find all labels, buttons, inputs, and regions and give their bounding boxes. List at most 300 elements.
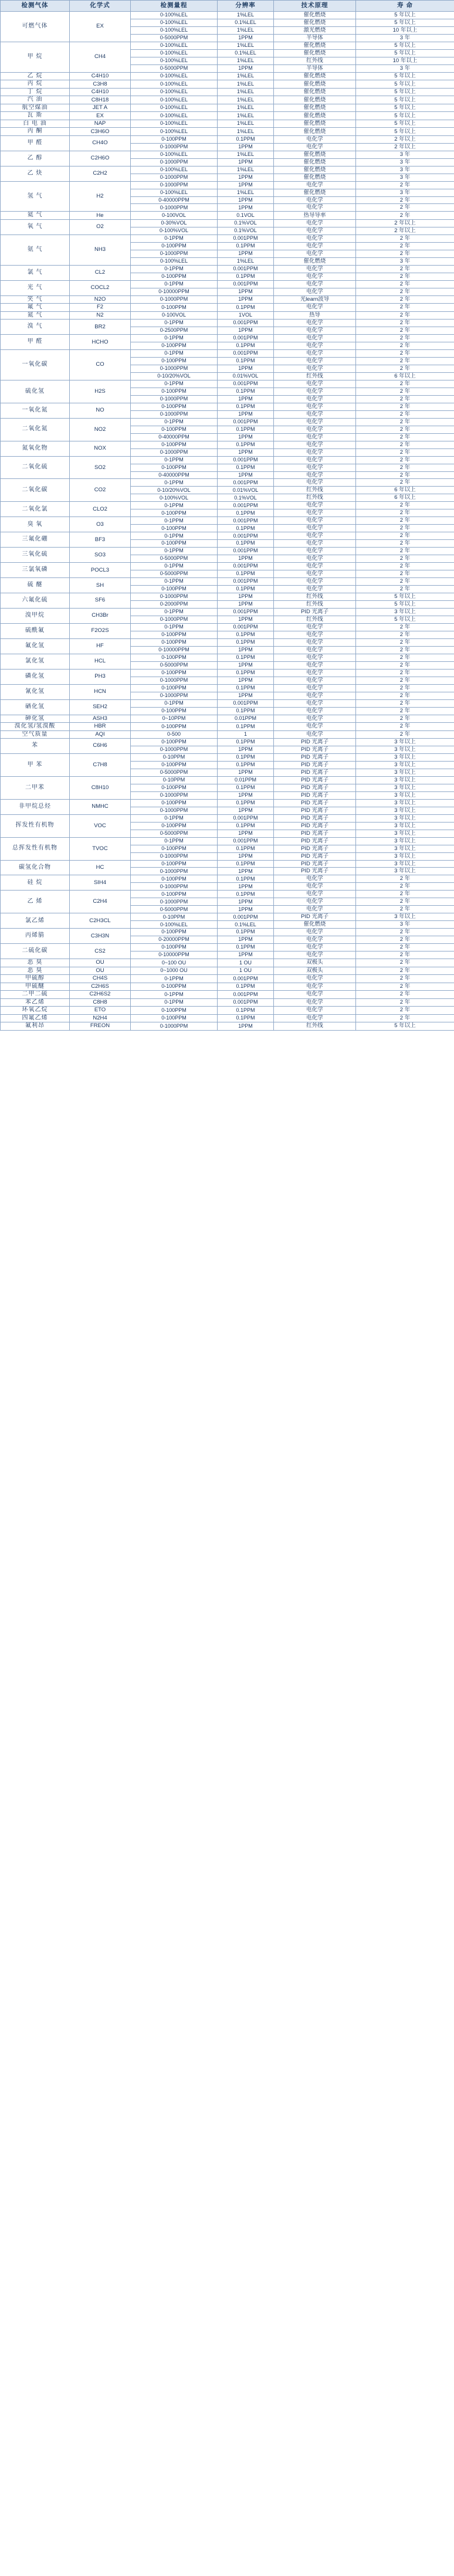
cell-technology: 催化燃烧 (274, 42, 356, 49)
cell-lifetime: 2 年 (356, 212, 454, 220)
cell-resolution: 0.001PPM (218, 975, 274, 983)
cell-gas-name: 六氟化硫 (1, 593, 70, 609)
cell-lifetime: 2 年 (356, 730, 454, 739)
col-header-resolution: 分辨率 (218, 1, 274, 12)
cell-lifetime: 2 年 (356, 242, 454, 250)
cell-lifetime: 5 年以上 (356, 1022, 454, 1031)
cell-lifetime: 2 年 (356, 983, 454, 991)
cell-technology: 红外线 (274, 1022, 356, 1031)
cell-detection-range: 0-100PPM (131, 799, 218, 807)
cell-resolution: 0.001PPM (218, 320, 274, 327)
cell-lifetime: 2 年 (356, 525, 454, 532)
cell-resolution: 1%LEL (218, 166, 274, 174)
cell-detection-range: 0-100%LEL (131, 257, 218, 265)
cell-technology: PID 光离子 (274, 814, 356, 822)
cell-chemical-formula: NOX (70, 441, 131, 456)
cell-gas-name: 三氯氧磷 (1, 563, 70, 578)
cell-technology: 电化学 (274, 426, 356, 433)
cell-chemical-formula: EX (70, 12, 131, 42)
cell-lifetime: 2 年 (356, 433, 454, 441)
cell-lifetime: 2 年 (356, 891, 454, 898)
cell-chemical-formula: C2H6S2 (70, 991, 131, 999)
cell-resolution: 0.01PPM (218, 715, 274, 723)
table-row (1, 151, 454, 158)
cell-technology: 电化学 (274, 143, 356, 151)
cell-detection-range: 0-100PPM (131, 684, 218, 692)
cell-detection-range: 0-100VOL (131, 212, 218, 220)
cell-technology: 电化学 (274, 350, 356, 358)
cell-resolution: 1PPM (218, 288, 274, 295)
cell-detection-range: 0-100PPM (131, 403, 218, 410)
cell-chemical-formula: SIH4 (70, 875, 131, 891)
cell-technology: PID 光离子 (274, 807, 356, 814)
cell-technology: 电化学 (274, 692, 356, 699)
cell-gas-name: 甲 醛 (1, 135, 70, 151)
cell-detection-range: 0-1PPM (131, 479, 218, 487)
cell-lifetime: 2 年 (356, 563, 454, 570)
cell-lifetime: 3 年以上 (356, 868, 454, 875)
cell-technology: 催化燃烧 (274, 96, 356, 104)
cell-technology: 电化学 (274, 532, 356, 540)
cell-lifetime: 2 年以上 (356, 219, 454, 227)
cell-chemical-formula: ETO (70, 1007, 131, 1015)
cell-lifetime: 6 年以上 (356, 487, 454, 494)
table-row (1, 723, 454, 731)
cell-resolution: 0.1PPM (218, 684, 274, 692)
cell-technology: 红外线 (274, 600, 356, 608)
cell-detection-range: 0-10PPM (131, 776, 218, 784)
cell-technology: 电化学 (274, 730, 356, 739)
cell-lifetime: 2 年 (356, 426, 454, 433)
cell-resolution: 0.1PPM (218, 509, 274, 517)
cell-chemical-formula: CH4 (70, 42, 131, 72)
cell-detection-range: 0-100VOL (131, 311, 218, 320)
cell-detection-range: 0-1PPM (131, 623, 218, 631)
table-row (1, 235, 454, 242)
cell-detection-range: 0-1PPM (131, 608, 218, 616)
cell-resolution: 0.001PPM (218, 837, 274, 845)
table-row (1, 669, 454, 677)
cell-technology: 电化学 (274, 677, 356, 684)
cell-lifetime: 10 年以上 (356, 57, 454, 64)
cell-gas-name: 一氧化氮 (1, 403, 70, 418)
cell-detection-range: 0-1PPM (131, 814, 218, 822)
cell-lifetime: 3 年 (356, 189, 454, 196)
cell-resolution: 0.001PPM (218, 350, 274, 358)
cell-resolution: 0.001PPM (218, 814, 274, 822)
cell-resolution: 0.001PPM (218, 479, 274, 487)
cell-detection-range: 0-100%LEL (131, 19, 218, 26)
cell-resolution: 0.1PPM (218, 761, 274, 769)
cell-resolution: 0.1PPM (218, 784, 274, 791)
cell-detection-range: 0-1000PPM (131, 746, 218, 753)
cell-technology: 催化燃烧 (274, 166, 356, 174)
cell-chemical-formula: CO2 (70, 479, 131, 502)
cell-resolution: 1PPM (218, 769, 274, 776)
cell-resolution: 0.1PPM (218, 753, 274, 761)
cell-chemical-formula: C7H8 (70, 753, 131, 776)
cell-detection-range: 0-1PPM (131, 578, 218, 586)
cell-lifetime: 2 年 (356, 342, 454, 350)
cell-detection-range: 0-10/20%VOL (131, 372, 218, 380)
cell-resolution: 1PPM (218, 365, 274, 372)
table-row (1, 776, 454, 784)
cell-lifetime: 3 年以上 (356, 753, 454, 761)
cell-technology: 电化学 (274, 509, 356, 517)
cell-resolution: 0.1PPM (218, 891, 274, 898)
cell-chemical-formula: C2H4 (70, 891, 131, 913)
cell-lifetime: 2 年 (356, 464, 454, 471)
table-row (1, 280, 454, 288)
cell-technology: 电化学 (274, 654, 356, 661)
cell-detection-range: 0-100%LEL (131, 96, 218, 104)
cell-gas-name: 氨 气 (1, 235, 70, 265)
cell-technology: 电化学 (274, 669, 356, 677)
cell-gas-name: 乙 烯 (1, 891, 70, 913)
cell-detection-range: 0-1PPM (131, 456, 218, 464)
cell-gas-name: 氟利昂 (1, 1022, 70, 1031)
table-row (1, 502, 454, 509)
cell-gas-name: 硫酰氟 (1, 623, 70, 638)
cell-resolution: 0.001PPM (218, 456, 274, 464)
cell-gas-name: 苯乙烯 (1, 998, 70, 1007)
cell-technology: PID 光离子 (274, 776, 356, 784)
cell-lifetime: 2 年 (356, 181, 454, 189)
cell-resolution: 0.1PPM (218, 570, 274, 578)
table-row (1, 983, 454, 991)
cell-detection-range: 0-1000PPM (131, 1022, 218, 1031)
cell-detection-range: 0-1000PPM (131, 868, 218, 875)
cell-resolution: 1PPM (218, 807, 274, 814)
cell-lifetime: 3 年以上 (356, 837, 454, 845)
cell-technology: PID 光离子 (274, 791, 356, 799)
cell-lifetime: 3 年 (356, 34, 454, 42)
cell-chemical-formula: C3H8 (70, 80, 131, 89)
cell-technology: 催化燃烧 (274, 12, 356, 19)
cell-technology: PID 光离子 (274, 830, 356, 837)
table-row (1, 799, 454, 807)
cell-gas-name: 丙 烷 (1, 80, 70, 89)
cell-lifetime: 2 年 (356, 204, 454, 212)
cell-detection-range: 0-1000PPM (131, 143, 218, 151)
cell-gas-name: 乙 醇 (1, 151, 70, 166)
cell-lifetime: 2 年 (356, 951, 454, 959)
cell-lifetime: 2 年 (356, 388, 454, 395)
cell-detection-range: 0-100%VOL (131, 227, 218, 235)
cell-resolution: 1PPM (218, 395, 274, 403)
cell-resolution: 1PPM (218, 852, 274, 860)
cell-lifetime: 5 年以上 (356, 49, 454, 57)
cell-technology: 热导导率 (274, 212, 356, 220)
cell-technology: 催化燃烧 (274, 128, 356, 136)
table-row (1, 350, 454, 358)
cell-resolution: 0.1%LEL (218, 19, 274, 26)
cell-lifetime: 2 年 (356, 273, 454, 280)
cell-gas-name: 磷化氢 (1, 669, 70, 684)
cell-lifetime: 2 年 (356, 540, 454, 548)
cell-lifetime: 2 年 (356, 929, 454, 936)
cell-lifetime: 2 年 (356, 357, 454, 365)
cell-lifetime: 3 年 (356, 174, 454, 181)
cell-technology: 电化学 (274, 280, 356, 288)
cell-chemical-formula: N2H4 (70, 1014, 131, 1022)
cell-gas-name: 二甲苯 (1, 776, 70, 799)
cell-gas-name: 硫 醚 (1, 578, 70, 593)
cell-lifetime: 5 年以上 (356, 616, 454, 623)
cell-resolution: 0.1%VOL (218, 227, 274, 235)
cell-resolution: 0.1PPM (218, 357, 274, 365)
cell-detection-range: 0-100PPM (131, 944, 218, 951)
cell-chemical-formula: NO (70, 403, 131, 418)
table-row (1, 42, 454, 49)
cell-resolution: 1PPM (218, 692, 274, 699)
cell-resolution: 1 OU (218, 967, 274, 975)
cell-resolution: 0.001PPM (218, 235, 274, 242)
cell-detection-range: 0-100PPM (131, 669, 218, 677)
cell-lifetime: 2 年 (356, 548, 454, 555)
cell-technology: PID 光离子 (274, 608, 356, 616)
table-row (1, 959, 454, 967)
cell-lifetime: 3 年以上 (356, 852, 454, 860)
cell-technology: 红外线 (274, 616, 356, 623)
cell-technology: 电化学 (274, 227, 356, 235)
cell-detection-range: 0-100PPM (131, 723, 218, 731)
cell-resolution: 1%LEL (218, 72, 274, 80)
cell-lifetime: 3 年 (356, 257, 454, 265)
cell-detection-range: 0-1PPM (131, 532, 218, 540)
cell-chemical-formula: N2O (70, 295, 131, 304)
cell-technology: 电化学 (274, 570, 356, 578)
cell-resolution: 1PPM (218, 593, 274, 601)
cell-lifetime: 3 年以上 (356, 860, 454, 868)
cell-detection-range: 0-1PPM (131, 548, 218, 555)
cell-gas-name: 二氧化氮 (1, 418, 70, 441)
cell-lifetime: 3 年以上 (356, 913, 454, 921)
cell-resolution: 0.001PPM (218, 517, 274, 525)
cell-resolution: 1PPM (218, 868, 274, 875)
cell-resolution: 1PPM (218, 616, 274, 623)
cell-detection-range: 0-100PPM (131, 761, 218, 769)
table-row (1, 418, 454, 426)
cell-lifetime: 2 年 (356, 280, 454, 288)
cell-detection-range: 0-100PPM (131, 784, 218, 791)
cell-technology: 电化学 (274, 875, 356, 883)
table-row (1, 684, 454, 692)
cell-technology: 催化燃烧 (274, 112, 356, 120)
cell-resolution: 0.1PPM (218, 638, 274, 646)
table-row (1, 135, 454, 143)
cell-resolution: 1%LEL (218, 57, 274, 64)
cell-detection-range: 0-100%LEL (131, 49, 218, 57)
cell-chemical-formula: C4H10 (70, 72, 131, 80)
cell-gas-name: 氮 气 (1, 311, 70, 320)
cell-technology: PID 光离子 (274, 784, 356, 791)
col-header-technology: 技术原理 (274, 1, 356, 12)
cell-technology: 电化学 (274, 555, 356, 563)
cell-lifetime: 3 年以上 (356, 769, 454, 776)
cell-lifetime: 3 年以上 (356, 608, 454, 616)
cell-detection-range: 0-100PPM (131, 342, 218, 350)
cell-detection-range: 0-100%LEL (131, 166, 218, 174)
cell-technology: 催化燃烧 (274, 80, 356, 89)
cell-lifetime: 5 年以上 (356, 120, 454, 128)
cell-detection-range: 0-100%LEL (131, 57, 218, 64)
cell-lifetime: 5 年以上 (356, 104, 454, 112)
cell-resolution: 0.1PPM (218, 586, 274, 593)
cell-technology: PID 光离子 (274, 739, 356, 746)
cell-technology: PID 光离子 (274, 837, 356, 845)
cell-technology: 电化学 (274, 410, 356, 418)
cell-resolution: 0.1%LEL (218, 921, 274, 929)
cell-chemical-formula: NH3 (70, 235, 131, 265)
cell-chemical-formula: C8H18 (70, 96, 131, 104)
cell-technology: 电化学 (274, 441, 356, 448)
cell-resolution: 1PPM (218, 830, 274, 837)
cell-lifetime: 2 年 (356, 471, 454, 479)
cell-chemical-formula: CL2 (70, 265, 131, 280)
cell-detection-range: 0-100PPM (131, 654, 218, 661)
cell-lifetime: 3 年 (356, 166, 454, 174)
cell-technology: 电化学 (274, 196, 356, 204)
cell-lifetime: 3 年 (356, 921, 454, 929)
cell-gas-name: 可燃气体 (1, 12, 70, 42)
cell-gas-name: 氢 气 (1, 181, 70, 212)
table-row (1, 929, 454, 936)
cell-gas-name: 航空煤油 (1, 104, 70, 112)
cell-chemical-formula: SH (70, 578, 131, 593)
cell-lifetime: 2 年 (356, 196, 454, 204)
table-row (1, 578, 454, 586)
table-row (1, 128, 454, 136)
cell-technology: 电化学 (274, 936, 356, 944)
table-row (1, 1007, 454, 1015)
cell-chemical-formula: OU (70, 959, 131, 967)
cell-lifetime: 5 年以上 (356, 42, 454, 49)
table-row (1, 441, 454, 448)
cell-technology: 电化学 (274, 380, 356, 388)
cell-lifetime: 2 年 (356, 677, 454, 684)
cell-detection-range: 0-1PPM (131, 975, 218, 983)
cell-technology: 催化燃烧 (274, 189, 356, 196)
cell-gas-name: 氦 气 (1, 212, 70, 220)
table-row (1, 875, 454, 883)
cell-resolution: 0.001PPM (218, 335, 274, 342)
cell-detection-range: 0-5000PPM (131, 64, 218, 72)
cell-detection-range: 0-100%LEL (131, 104, 218, 112)
cell-lifetime: 5 年以上 (356, 112, 454, 120)
cell-lifetime: 2 年 (356, 1007, 454, 1015)
cell-lifetime: 2 年 (356, 883, 454, 891)
cell-gas-name: 丁 烷 (1, 88, 70, 96)
cell-detection-range: 0-100%LEL (131, 151, 218, 158)
cell-technology: 电化学 (274, 479, 356, 487)
cell-resolution: 1PPM (218, 174, 274, 181)
cell-detection-range: 0-1PPM (131, 320, 218, 327)
cell-technology: PID 光离子 (274, 860, 356, 868)
cell-technology: 电化学 (274, 265, 356, 273)
cell-lifetime: 2 年 (356, 654, 454, 661)
cell-detection-range: 0~100 OU (131, 959, 218, 967)
cell-gas-name: 汽 油 (1, 96, 70, 104)
cell-gas-name: 氯化氢 (1, 654, 70, 669)
table-row (1, 320, 454, 327)
cell-lifetime: 2 年 (356, 975, 454, 983)
cell-resolution: 0.1PPM (218, 135, 274, 143)
cell-detection-range: 0-1PPM (131, 335, 218, 342)
cell-gas-name: 碳氢化合物 (1, 860, 70, 875)
cell-gas-name: 丙 酮 (1, 128, 70, 136)
cell-technology: 电化学 (274, 304, 356, 312)
table-row (1, 181, 454, 189)
col-header-gas: 检测气体 (1, 1, 70, 12)
cell-lifetime: 2 年 (356, 295, 454, 304)
cell-technology: 电化学 (274, 578, 356, 586)
cell-chemical-formula: HCL (70, 654, 131, 669)
cell-gas-name: 苯 (1, 739, 70, 754)
cell-lifetime: 2 年 (356, 395, 454, 403)
cell-lifetime: 5 年以上 (356, 12, 454, 19)
cell-technology: 红外线 (274, 487, 356, 494)
cell-lifetime: 2 年 (356, 380, 454, 388)
cell-detection-range: 0-100PPM (131, 304, 218, 312)
cell-lifetime: 2 年 (356, 699, 454, 707)
cell-technology: 电化学 (274, 991, 356, 999)
cell-lifetime: 2 年 (356, 646, 454, 654)
cell-resolution: 1PPM (218, 250, 274, 257)
cell-chemical-formula: NO2 (70, 418, 131, 441)
cell-lifetime: 3 年以上 (356, 799, 454, 807)
cell-resolution: 1%LEL (218, 104, 274, 112)
cell-lifetime: 3 年以上 (356, 784, 454, 791)
cell-technology: PID 光离子 (274, 852, 356, 860)
cell-lifetime: 2 年 (356, 707, 454, 715)
cell-lifetime: 2 年 (356, 875, 454, 883)
cell-lifetime: 2 年 (356, 967, 454, 975)
cell-technology: 电化学 (274, 181, 356, 189)
table-row (1, 479, 454, 487)
cell-technology: 电化学 (274, 548, 356, 555)
cell-lifetime: 3 年以上 (356, 746, 454, 753)
cell-lifetime: 2 年 (356, 570, 454, 578)
table-row (1, 265, 454, 273)
table-row (1, 88, 454, 96)
cell-chemical-formula: NAP (70, 120, 131, 128)
cell-resolution: 0.1PPM (218, 944, 274, 951)
table-row (1, 335, 454, 342)
cell-lifetime: 3 年 (356, 158, 454, 166)
cell-lifetime: 2 年 (356, 350, 454, 358)
cell-resolution: 1PPM (218, 34, 274, 42)
cell-resolution: 1PPM (218, 600, 274, 608)
cell-resolution: 1%LEL (218, 112, 274, 120)
table-row (1, 891, 454, 898)
cell-resolution: 1%LEL (218, 80, 274, 89)
cell-gas-name: 溴 气 (1, 320, 70, 335)
cell-technology: 电化学 (274, 1014, 356, 1022)
cell-chemical-formula: C3H6O (70, 128, 131, 136)
cell-gas-name: 二氧化硫 (1, 456, 70, 479)
cell-lifetime: 2 年 (356, 669, 454, 677)
cell-resolution: 1PPM (218, 906, 274, 913)
cell-resolution: 0.1PPM (218, 723, 274, 731)
cell-resolution: 0.1%LEL (218, 49, 274, 57)
cell-detection-range: 0-2000PPM (131, 600, 218, 608)
cell-technology: 电化学 (274, 540, 356, 548)
cell-technology: 催化燃烧 (274, 921, 356, 929)
cell-technology: PID 光离子 (274, 799, 356, 807)
cell-technology: 电化学 (274, 204, 356, 212)
table-row (1, 998, 454, 1007)
